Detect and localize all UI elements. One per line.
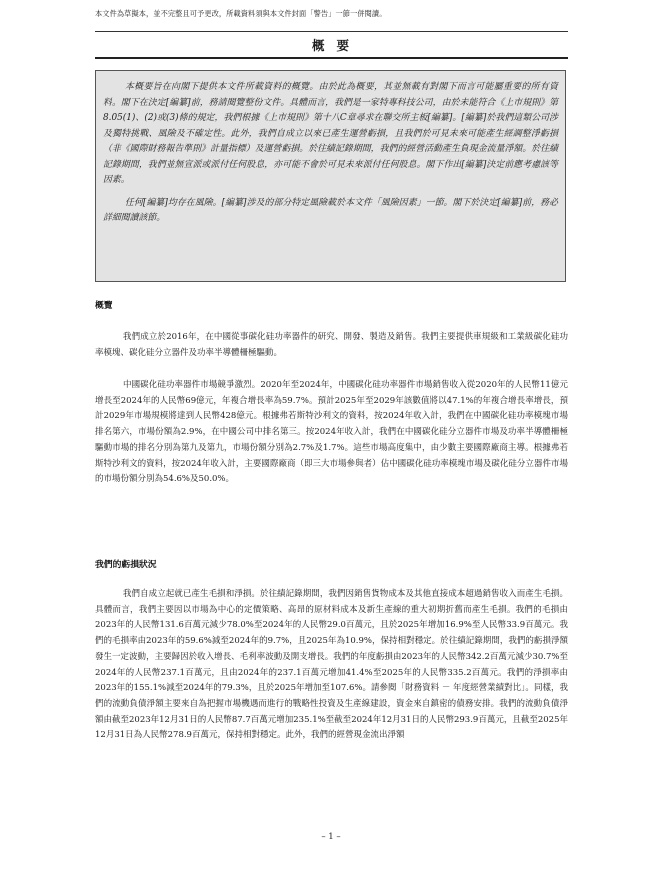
page-title: 概要 (311, 38, 361, 53)
disclaimer-paragraph-1: 本概要旨在向閣下提供本文件所載資料的概覽。由於此為概要，其並無載有對閣下而言可能屬重要的所有資料。閣下在決定[編纂]前，務請閱覽整份文件。具體而言，我們是一家特專科技公司，由於未能符合《上市規則》第8.05(1)、(2)或(3)條的規定，我們根據《上市規則》第十八C章尋求在聯交所主板[編纂]。[編纂]於我們這類公司涉及獨特挑戰、風險及不確定性。此外，我們自成立以來已產生運營虧損，且我們於可見未來可能產生經調整淨虧損（非《國際財務報告準則》計量指標）及運營虧損。於往績記錄期間，我們的經營活動產生負現金流量淨額。於往績記錄期間，我們並無宣派或派付任何股息，亦可能不會於可見未來派付任何股息。閣下作出[編纂]決定前應考慮該等因素。 (103, 82, 558, 185)
title-rule-bottom (95, 57, 568, 59)
title-block (95, 31, 568, 59)
document-header-notice: 本文件為草擬本，並不完整且可予更改，所載資料須與本文件封面「警告」一節一併閱讀。 (95, 9, 387, 18)
section-heading-loss-status: 我們的虧損狀況 (95, 560, 157, 570)
section-heading-overview: 概覽 (95, 301, 113, 311)
disclaimer-paragraph-2: 任何[編纂]均存在風險。[編纂]涉及的部分特定風險載於本文件「風險因素」一節。閣下於決定[編纂]前，務必詳細閱讀該節。 (103, 197, 558, 223)
disclaimer-box (95, 70, 566, 282)
overview-paragraph-2: 中國碳化硅功率器件市場競爭激烈。2020年至2024年，中國碳化硅功率器件市場銷售收入從2020年的人民幣11億元增長至2024年的人民幣69億元，年複合增長率為59.7%。預計2025年至2029年該數值將以47.1%的年複合增長率增長，預計2029年市場規模將達到人民幣428億元。根據弗若斯特沙利文的資料，按2024年收入計，我們在中國碳化硅功率模塊市場排名第六，市場份額為2.9%，在中國公司中排名第三。按2024年收入計，我們在中國碳化硅分立器件市場及功率半導體柵極驅動市場的排名分別為第九及第九，市場份額分別為2.7%及1.7%。這些市場高度集中，由少數主要國際廠商主導。根據弗若斯特沙利文的資料，按2024年收入計，主要國際廠商（即三大市場參與者）佔中國碳化硅功率模塊市場及碳化硅分立器件市場的市場份額分別為54.6%及50.0%。 (95, 380, 568, 485)
loss-status-paragraph-1: 我們自成立起就已產生毛損和淨損。於往績記錄期間，我們因銷售貨物成本及其他直接成本超過銷售收入而產生毛損。具體而言，我們主要因以市場為中心的定價策略、高昂的原材料成本及新生產線的重大初期折舊而產生毛損。我們的毛損由2023年的人民幣131.6百萬元減少78.0%至2024年的人民幣29.0百萬元，且於2025年增加16.9%至人民幣33.9百萬元。我們的毛損率由2023年的59.6%減至2024年的9.7%，且2025年為10.9%，保持相對穩定。於往績記錄期間，我們的虧損淨額發生一定波動，主要歸因於收入增長、毛利率波動及開支增長。我們的年度虧損由2023年的人民幣342.2百萬元減少30.7%至2024年的人民幣237.1百萬元，且由2024年的237.1百萬元增加41.4%至2025年的人民幣335.2百萬元。我們的淨損率由2023年的155.1%減至2024年的79.3%，且於2025年增加至107.6%。請參閱「財務資料 － 年度經營業績對比」。同樣，我們的流動負債淨額主要來自為把握市場機遇而進行的戰略性投資及生產線建設，資金來自鎮密的債務安排。我們的流動負債淨額由截至2023年12月31日的人民幣87.7百萬元增加235.1%至截至2024年12月31日的人民幣293.9百萬元，且截至2025年12月31日為人民幣278.9百萬元，保持相對穩定。此外，我們的經營現金流出淨額 (95, 589, 568, 741)
page-number: – 1 – (321, 832, 341, 842)
overview-paragraph-1: 我們成立於2016年，在中國從事碳化硅功率器件的研究、開發、製造及銷售。我們主要提供車規級和工業級碳化硅功率模塊、碳化硅分立器件及功率半導體柵極驅動。 (95, 332, 568, 358)
